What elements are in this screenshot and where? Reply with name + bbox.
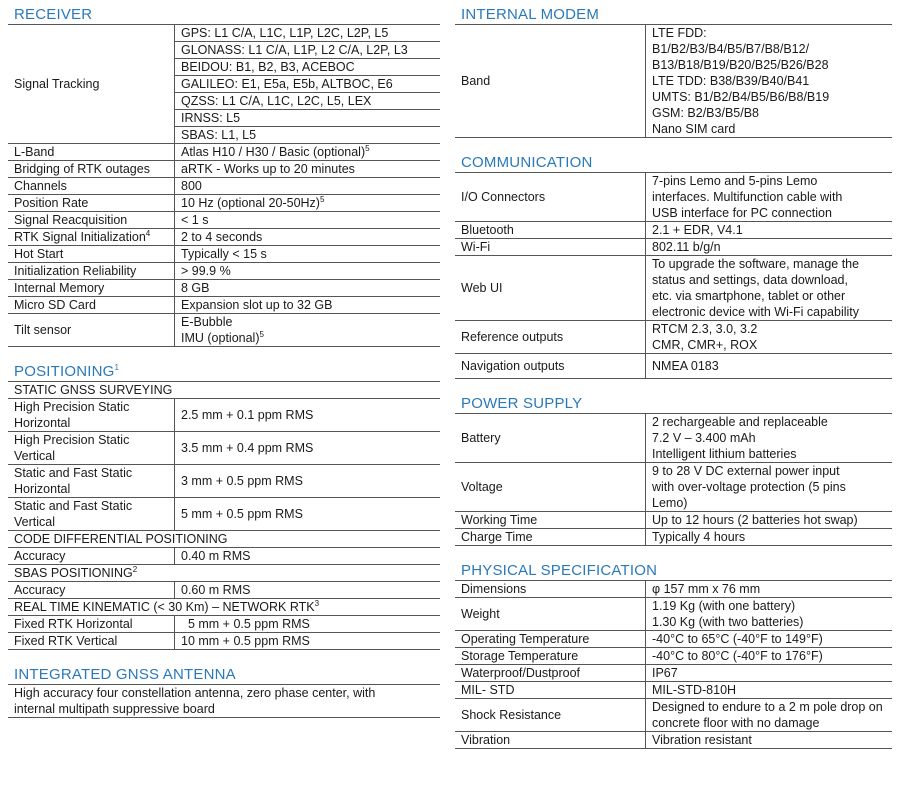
spec-row [8,465,440,498]
spec-label: Waterproof/Dustproof [455,665,646,682]
spec-value: 2 rechargeable and replaceable 7.2 V – 3.400 mAh Intelligent lithium batteries [646,414,893,463]
spec-value: Vibration resistant [646,732,893,749]
signal-beidou: BEIDOU: B1, B2, B3, ACEBOC [175,59,440,76]
spec-row [455,648,892,665]
spec-label: Dimensions [455,581,646,598]
spec-row [8,548,440,565]
spec-value: φ 157 mm x 76 mm [646,581,893,598]
antenna-section [8,660,440,718]
power-section [455,389,892,546]
spec-value: 2.1 + EDR, V4.1 [646,222,893,239]
spec-value: RTCM 2.3, 3.0, 3.2 CMR, CMR+, ROX [646,321,893,354]
spec-label: Signal Reacquisition [8,212,175,229]
band-label: Band [455,25,646,138]
spec-value: aRTK - Works up to 20 minutes [175,161,441,178]
power-title: POWER SUPPLY [455,389,892,414]
physical-title: PHYSICAL SPECIFICATION [455,556,892,581]
spec-label: Shock Resistance [455,699,646,732]
spec-label: Position Rate [8,195,175,212]
rtk-header: REAL TIME KINEMATIC (< 30 Km) – NETWORK RTK$^3$ [8,599,440,616]
spec-label: Navigation outputs [455,354,646,379]
spec-label: Weight [455,598,646,631]
spec-value: Typically < 15 s [175,246,441,263]
spec-row [455,512,892,529]
spec-label: Fixed RTK Vertical [8,633,175,650]
spec-row [8,263,440,280]
spec-value: 2.5 mm + 0.1 ppm RMS [175,399,441,432]
signal-tracking-values [175,25,440,143]
spec-row [8,432,440,465]
tilt-sensor-value [175,314,441,347]
spec-value: 5 mm + 0.5 ppm RMS [175,616,441,633]
spec-label: Accuracy [8,582,175,599]
communication-title: COMMUNICATION [455,148,892,173]
spec-value: -40°C to 65°C (-40°F to 149°F) [646,631,893,648]
spec-row [455,256,892,321]
spec-label: Reference outputs [455,321,646,354]
spec-value: 9 to 28 V DC external power input with over-voltage protection (5 pins Lemo) [646,463,893,512]
spec-row [8,161,440,178]
spec-row [455,732,892,749]
spec-row [8,246,440,263]
spec-value: To upgrade the software, manage the status and settings, data download, etc. via smartphone, tablet or other electronic device with Wi-Fi capability [646,256,893,321]
spec-label: Static and Fast Static Vertical [8,498,175,531]
spec-label: Static and Fast Static Horizontal [8,465,175,498]
communication-section [455,148,892,379]
spec-row [455,463,892,512]
spec-label: Charge Time [455,529,646,546]
positioning-title: POSITIONING$^1$ [8,357,440,382]
spec-label: High Precision Static Horizontal [8,399,175,432]
spec-row [8,229,440,246]
spec-label: Wi-Fi [455,239,646,256]
spec-row [455,321,892,354]
spec-row [8,280,440,297]
signal-irnss: IRNSS: L5 [175,110,440,127]
signal-qzss: QZSS: L1 C/A, L1C, L2C, L5, LEX [175,93,440,110]
spec-value: Typically 4 hours [646,529,893,546]
spec-row [8,212,440,229]
band-row [455,25,892,138]
code-differential-header: CODE DIFFERENTIAL POSITIONING [8,531,440,548]
signal-galileo: GALILEO: E1, E5a, E5b, ALTBOC, E6 [175,76,440,93]
right-column [455,0,892,759]
receiver-section [8,0,440,347]
spec-row [8,297,440,314]
tilt-sensor-label: Tilt sensor [8,314,175,347]
signal-sbas: SBAS: L1, L5 [181,128,257,142]
spec-row [8,582,440,599]
spec-label: Internal Memory [8,280,175,297]
spec-label: Bluetooth [455,222,646,239]
spec-row [455,598,892,631]
spec-row [455,682,892,699]
spec-value: < 1 s [175,212,441,229]
spec-label: Micro SD Card [8,297,175,314]
spec-label: MIL- STD [455,682,646,699]
tilt-sensor-row [8,314,440,347]
spec-row [455,414,892,463]
spec-row [8,633,440,650]
spec-value: 7-pins Lemo and 5-pins Lemo interfaces. Multifunction cable with USB interface for PC connection [646,173,893,222]
spec-label: Operating Temperature [455,631,646,648]
spec-value: Atlas H10 / H30 / Basic (optional)$^5$ [175,144,441,161]
spec-label: Working Time [455,512,646,529]
positioning-table [8,382,440,650]
spec-value: -40°C to 80°C (-40°F to 176°F) [646,648,893,665]
spec-label: High Precision Static Vertical [8,432,175,465]
spec-value: 8 GB [175,280,441,297]
group-header-row [8,565,440,582]
sbas-positioning-header: SBAS POSITIONING$^2$ [8,565,440,582]
spec-value: 3 mm + 0.5 ppm RMS [175,465,441,498]
antenna-row [8,685,440,718]
spec-row [455,222,892,239]
spec-row [8,498,440,531]
antenna-title: INTEGRATED GNSS ANTENNA [8,660,440,685]
spec-row [8,399,440,432]
spec-row [455,581,892,598]
spec-row [455,665,892,682]
spec-value: 802.11 b/g/n [646,239,893,256]
antenna-description: High accuracy four constellation antenna, zero phase center, with internal multipath suppressive board [8,685,440,718]
spec-row [455,354,892,379]
spec-value: 2 to 4 seconds [175,229,441,246]
spec-value: 10 mm + 0.5 ppm RMS [175,633,441,650]
spec-label: Voltage [455,463,646,512]
spec-label: Channels [8,178,175,195]
spec-label: Initialization Reliability [8,263,175,280]
spec-value: 1.19 Kg (with one battery) 1.30 Kg (with two batteries) [646,598,893,631]
receiver-title: RECEIVER [8,0,440,25]
spec-row [8,144,440,161]
spec-row [455,173,892,222]
tilt-imu: IMU (optional)$^5$ [181,329,264,345]
spec-label: Accuracy [8,548,175,565]
spec-label: Battery [455,414,646,463]
spec-label: RTK Signal Initialization$^4$ [8,229,175,246]
spec-value: Up to 12 hours (2 batteries hot swap) [646,512,893,529]
spec-label: Hot Start [8,246,175,263]
physical-section [455,556,892,749]
group-header-row [8,599,440,616]
spec-value: MIL-STD-810H [646,682,893,699]
spec-value: NMEA 0183 [646,354,893,379]
static-gnss-header: STATIC GNSS SURVEYING [8,382,440,399]
spec-value: Designed to endure to a 2 m pole drop on concrete floor with no damage [646,699,893,732]
spec-value: 3.5 mm + 0.4 ppm RMS [175,432,441,465]
spec-label: Vibration [455,732,646,749]
spec-label: Storage Temperature [455,648,646,665]
spec-value: 0.40 m RMS [175,548,441,565]
spec-value: > 99.9 % [175,263,441,280]
spec-label: L-Band [8,144,175,161]
modem-title: INTERNAL MODEM [455,0,892,25]
spec-label: Bridging of RTK outages [8,161,175,178]
spec-label: Fixed RTK Horizontal [8,616,175,633]
spec-value: 800 [175,178,441,195]
modem-section [455,0,892,138]
group-header-row [8,531,440,548]
spec-row [455,529,892,546]
spec-row [455,239,892,256]
spec-value: 5 mm + 0.5 ppm RMS [175,498,441,531]
spec-row [8,195,440,212]
spec-value: IP67 [646,665,893,682]
spec-value: 10 Hz (optional 20-50Hz)$^5$ [175,195,441,212]
spec-label: I/O Connectors [455,173,646,222]
spec-label: Web UI [455,256,646,321]
band-value: LTE FDD: B1/B2/B3/B4/B5/B7/B8/B12/ B13/B18/B19/B20/B25/B26/B28 LTE TDD: B38/B39/B40/B41 UMTS: B1/B2/B4/B5/B6/B8/B19 GSM: B2/B3/B5/B8 Nano SIM card [646,25,893,138]
signal-tracking-label: Signal Tracking [8,25,175,144]
group-header-row [8,382,440,399]
spec-value: Expansion slot up to 32 GB [175,297,441,314]
tilt-ebubble: E-Bubble [181,315,233,329]
spec-row [455,699,892,732]
left-column [8,0,440,728]
receiver-table [8,25,440,347]
signal-glonass: GLONASS: L1 C/A, L1P, L2 C/A, L2P, L3 [175,42,440,59]
spec-value: 0.60 m RMS [175,582,441,599]
spec-row [8,178,440,195]
signal-gps: GPS: L1 C/A, L1C, L1P, L2C, L2P, L5 [175,25,440,42]
spec-row [455,631,892,648]
spec-row [8,616,440,633]
positioning-section [8,357,440,650]
signal-tracking-row [8,25,440,144]
